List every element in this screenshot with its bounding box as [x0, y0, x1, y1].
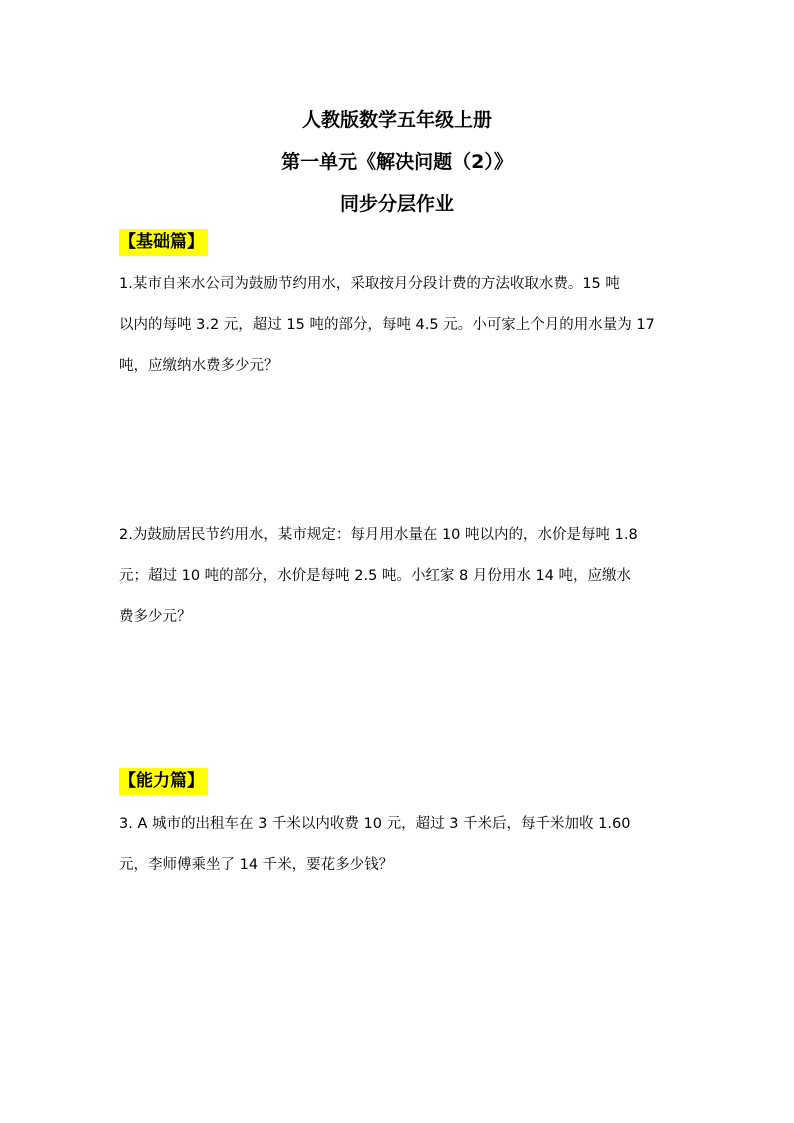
- question-3: [119, 804, 679, 886]
- section-basic-heading: 【基础篇】: [119, 229, 208, 256]
- question-1: [119, 264, 679, 387]
- title-unit: 第一单元《解决问题（2）》: [281, 151, 513, 173]
- section-ability-heading: 【能力篇】: [119, 768, 208, 795]
- question-2-line-2: 元；超过 10 吨的部分，水价是每吨 2.5 吨。小红家 8 月份用水 14 吨，应缴水: [119, 568, 632, 584]
- title-homework: 同步分层作业: [339, 193, 454, 215]
- question-3-line-2: 元，李师傅乘坐了 14 千米，要花多少钱？: [119, 857, 394, 873]
- question-3-line-1: 3. A 城市的出租车在 3 千米以内收费 10 元，超过 3 千米后，每千米加收 1.60: [119, 816, 631, 832]
- question-1-line-2: 以内的每吨 3.2 元，超过 15 吨的部分，每吨 4.5 元。小可家上个月的用水量为 17: [119, 317, 655, 333]
- question-2-line-1: 2.为鼓励居民节约用水，某市规定：每月用水量在 10 吨以内的，水价是每吨 1.8: [119, 527, 638, 543]
- question-2-line-3: 费多少元？: [119, 609, 192, 625]
- title-textbook: 人教版数学五年级上册: [301, 109, 492, 131]
- question-1-line-3: 吨，应缴纳水费多少元？: [119, 358, 279, 374]
- question-1-line-1: 1.某市自来水公司为鼓励节约用水，采取按月分段计费的方法收取水费。15 吨: [119, 276, 620, 292]
- question-2: [119, 515, 679, 638]
